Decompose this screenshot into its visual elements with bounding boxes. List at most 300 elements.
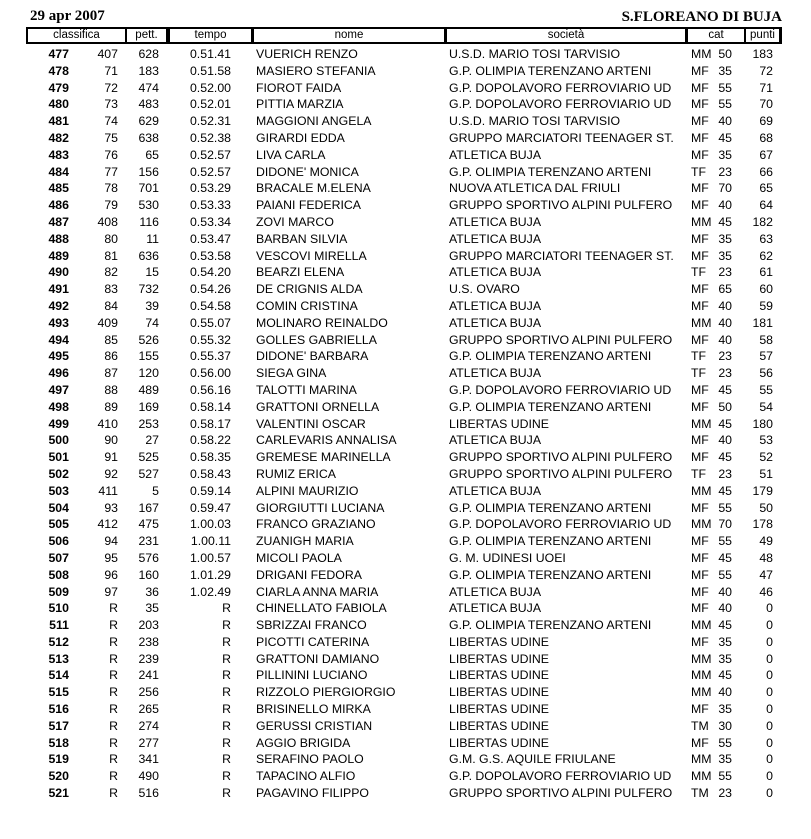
club-name: GRUPPO SPORTIVO ALPINI PULFERO bbox=[449, 786, 673, 801]
club-name: ATLETICA BUJA bbox=[449, 214, 542, 229]
bib-number: 483 bbox=[138, 97, 159, 112]
col-header-classifica: classifica bbox=[28, 29, 125, 42]
category-code: MM bbox=[691, 685, 712, 700]
finish-time: 0.52.57 bbox=[189, 147, 231, 162]
finish-time: 0.55.32 bbox=[189, 332, 231, 347]
rank: 490 bbox=[48, 265, 69, 280]
category-code: MF bbox=[691, 634, 709, 649]
rank: 516 bbox=[48, 702, 69, 717]
bib-number: 274 bbox=[138, 718, 159, 733]
category-age: 55 bbox=[718, 500, 732, 515]
category-position: 91 bbox=[104, 450, 118, 465]
rank: 514 bbox=[48, 668, 69, 683]
bib-number: 629 bbox=[138, 114, 159, 129]
finish-time: 0.54.58 bbox=[189, 298, 231, 313]
bib-number: 5 bbox=[152, 483, 159, 498]
points: 0 bbox=[766, 668, 773, 683]
finish-time: 0.56.00 bbox=[189, 366, 231, 381]
club-name: ATLETICA BUJA bbox=[449, 366, 542, 381]
bib-number: 525 bbox=[138, 450, 159, 465]
category-position: R bbox=[109, 769, 118, 784]
points: 49 bbox=[759, 534, 773, 549]
rank: 486 bbox=[48, 198, 69, 213]
athlete-name: PAGAVINO FILIPPO bbox=[256, 786, 369, 801]
category-position: 87 bbox=[104, 366, 118, 381]
bib-number: 65 bbox=[145, 147, 159, 162]
athlete-name: TALOTTI MARINA bbox=[256, 382, 357, 397]
athlete-name: GREMESE MARINELLA bbox=[256, 450, 391, 465]
athlete-name: ZUANIGH MARIA bbox=[256, 534, 354, 549]
rank: 500 bbox=[48, 433, 69, 448]
table-row bbox=[0, 113, 811, 130]
category-code: MF bbox=[691, 567, 709, 582]
category-age: 40 bbox=[718, 685, 732, 700]
category-code: MF bbox=[691, 500, 709, 515]
category-age: 45 bbox=[718, 130, 732, 145]
category-age: 40 bbox=[718, 298, 732, 313]
rank: 496 bbox=[48, 366, 69, 381]
bib-number: 516 bbox=[138, 786, 159, 801]
points: 0 bbox=[766, 702, 773, 717]
athlete-name: LIVA CARLA bbox=[256, 147, 326, 162]
points: 69 bbox=[759, 114, 773, 129]
points: 0 bbox=[766, 718, 773, 733]
athlete-name: GERUSSI CRISTIAN bbox=[256, 718, 373, 733]
finish-time: R bbox=[222, 634, 231, 649]
rank: 511 bbox=[49, 618, 69, 633]
athlete-name: DIDONE' BARBARA bbox=[256, 349, 369, 364]
rank: 521 bbox=[48, 786, 69, 801]
bib-number: 253 bbox=[138, 416, 159, 431]
club-name: LIBERTAS UDINE bbox=[449, 735, 549, 750]
points: 59 bbox=[759, 298, 773, 313]
finish-time: 1.02.49 bbox=[189, 584, 231, 599]
club-name: ATLETICA BUJA bbox=[449, 265, 542, 280]
table-row bbox=[0, 416, 811, 433]
athlete-name: GOLLES GABRIELLA bbox=[256, 332, 377, 347]
table-row bbox=[0, 432, 811, 449]
category-code: MF bbox=[691, 147, 709, 162]
category-age: 55 bbox=[718, 534, 732, 549]
rank: 487 bbox=[48, 214, 69, 229]
table-row bbox=[0, 600, 811, 617]
category-position: 73 bbox=[104, 97, 118, 112]
table-row bbox=[0, 80, 811, 97]
col-header-nome: nome bbox=[254, 29, 444, 42]
table-row bbox=[0, 399, 811, 416]
finish-time: 1.00.03 bbox=[189, 517, 231, 532]
category-age: 45 bbox=[718, 416, 732, 431]
bib-number: 526 bbox=[138, 332, 159, 347]
club-name: GRUPPO SPORTIVO ALPINI PULFERO bbox=[449, 332, 673, 347]
bib-number: 39 bbox=[145, 298, 159, 313]
club-name: G.M. G.S. AQUILE FRIULANE bbox=[449, 752, 616, 767]
athlete-name: AGGIO BRIGIDA bbox=[256, 735, 351, 750]
category-age: 55 bbox=[718, 80, 732, 95]
category-age: 35 bbox=[718, 752, 732, 767]
athlete-name: GIORGIUTTI LUCIANA bbox=[256, 500, 385, 515]
athlete-name: MASIERO STEFANIA bbox=[256, 63, 376, 78]
category-age: 23 bbox=[718, 164, 732, 179]
category-code: MM bbox=[691, 517, 712, 532]
category-age: 30 bbox=[718, 718, 732, 733]
bib-number: 490 bbox=[138, 769, 159, 784]
finish-time: 1.00.11 bbox=[190, 534, 231, 549]
col-header-societa: società bbox=[447, 29, 685, 42]
rank: 488 bbox=[48, 231, 69, 246]
finish-time: 0.52.31 bbox=[189, 114, 231, 129]
table-row bbox=[0, 735, 811, 752]
category-code: MM bbox=[691, 618, 712, 633]
table-row bbox=[0, 281, 811, 298]
table-row bbox=[0, 701, 811, 718]
finish-time: 1.01.29 bbox=[189, 567, 231, 582]
table-row bbox=[0, 584, 811, 601]
rank: 513 bbox=[48, 651, 69, 666]
points: 61 bbox=[759, 265, 773, 280]
category-age: 40 bbox=[718, 584, 732, 599]
points: 64 bbox=[759, 198, 773, 213]
table-row bbox=[0, 365, 811, 382]
athlete-name: RIZZOLO PIERGIORGIO bbox=[256, 685, 396, 700]
category-code: MF bbox=[691, 433, 709, 448]
category-position: R bbox=[109, 685, 118, 700]
athlete-name: DRIGANI FEDORA bbox=[256, 567, 362, 582]
club-name: GRUPPO SPORTIVO ALPINI PULFERO bbox=[449, 198, 673, 213]
category-position: 71 bbox=[104, 63, 118, 78]
club-name: LIBERTAS UDINE bbox=[449, 685, 549, 700]
points: 178 bbox=[752, 517, 773, 532]
bib-number: 120 bbox=[138, 366, 159, 381]
category-position: 74 bbox=[104, 114, 118, 129]
rank: 508 bbox=[48, 567, 69, 582]
points: 72 bbox=[759, 63, 773, 78]
category-age: 40 bbox=[718, 332, 732, 347]
rank: 485 bbox=[48, 181, 69, 196]
points: 50 bbox=[759, 500, 773, 515]
bib-number: 238 bbox=[138, 634, 159, 649]
bib-number: 35 bbox=[145, 601, 159, 616]
rank: 493 bbox=[48, 315, 69, 330]
table-row bbox=[0, 751, 811, 768]
category-code: MF bbox=[691, 63, 709, 78]
category-code: TF bbox=[691, 164, 707, 179]
table-row bbox=[0, 684, 811, 701]
category-code: MF bbox=[691, 248, 709, 263]
category-code: MM bbox=[691, 47, 712, 61]
category-age: 55 bbox=[718, 97, 732, 112]
category-position: R bbox=[109, 702, 118, 717]
club-name: GRUPPO MARCIATORI TEENAGER ST. bbox=[449, 248, 674, 263]
club-name: LIBERTAS UDINE bbox=[449, 651, 549, 666]
club-name: ATLETICA BUJA bbox=[449, 298, 542, 313]
category-code: MF bbox=[691, 450, 709, 465]
category-code: MF bbox=[691, 80, 709, 95]
table-row bbox=[0, 214, 811, 231]
category-age: 40 bbox=[718, 433, 732, 448]
finish-time: 1.00.57 bbox=[189, 550, 231, 565]
club-name: G.P. OLIMPIA TERENZANO ARTENI bbox=[449, 164, 652, 179]
bib-number: 475 bbox=[138, 517, 159, 532]
points: 0 bbox=[766, 651, 773, 666]
points: 58 bbox=[759, 332, 773, 347]
points: 67 bbox=[759, 147, 773, 162]
finish-time: R bbox=[222, 718, 231, 733]
bib-number: 169 bbox=[138, 399, 159, 414]
finish-time: 0.52.38 bbox=[189, 130, 231, 145]
points: 55 bbox=[759, 382, 773, 397]
athlete-name: PITTIA MARZIA bbox=[256, 97, 344, 112]
bib-number: 636 bbox=[138, 248, 159, 263]
table-row bbox=[0, 718, 811, 735]
finish-time: 0.58.22 bbox=[189, 433, 231, 448]
points: 63 bbox=[759, 231, 773, 246]
rank: 502 bbox=[48, 466, 69, 481]
category-age: 23 bbox=[718, 265, 732, 280]
category-age: 23 bbox=[718, 786, 732, 801]
athlete-name: MOLINARO REINALDO bbox=[256, 315, 388, 330]
points: 180 bbox=[752, 416, 773, 431]
table-row bbox=[0, 298, 811, 315]
athlete-name: CIARLA ANNA MARIA bbox=[256, 584, 379, 599]
club-name: ATLETICA BUJA bbox=[449, 483, 542, 498]
category-position: 89 bbox=[104, 399, 118, 414]
category-position: R bbox=[109, 718, 118, 733]
category-position: R bbox=[109, 668, 118, 683]
club-name: G.P. OLIMPIA TERENZANO ARTENI bbox=[449, 349, 652, 364]
category-position: 82 bbox=[104, 265, 118, 280]
category-position: R bbox=[109, 634, 118, 649]
category-code: MF bbox=[691, 181, 709, 196]
athlete-name: SBRIZZAI FRANCO bbox=[256, 618, 367, 633]
bib-number: 638 bbox=[138, 130, 159, 145]
points: 66 bbox=[759, 164, 773, 179]
category-position: 81 bbox=[104, 248, 118, 263]
club-name: NUOVA ATLETICA DAL FRIULI bbox=[449, 181, 621, 196]
points: 181 bbox=[752, 315, 773, 330]
bib-number: 155 bbox=[138, 349, 159, 364]
points: 68 bbox=[759, 130, 773, 145]
category-age: 50 bbox=[718, 399, 732, 414]
athlete-name: SERAFINO PAOLO bbox=[256, 752, 364, 767]
table-row bbox=[0, 516, 811, 533]
finish-time: 0.52.57 bbox=[189, 164, 231, 179]
category-position: R bbox=[109, 651, 118, 666]
bib-number: 256 bbox=[138, 685, 159, 700]
table-row bbox=[0, 46, 811, 63]
category-age: 35 bbox=[718, 147, 732, 162]
bib-number: 116 bbox=[139, 214, 159, 229]
category-code: MF bbox=[691, 534, 709, 549]
table-row bbox=[0, 130, 811, 147]
finish-time: 0.58.17 bbox=[189, 416, 231, 431]
finish-time: R bbox=[222, 601, 231, 616]
rank: 477 bbox=[48, 47, 69, 61]
table-row bbox=[0, 466, 811, 483]
table-row bbox=[0, 248, 811, 265]
club-name: U.S.D. MARIO TOSI TARVISIO bbox=[449, 114, 621, 129]
category-position: 76 bbox=[104, 147, 118, 162]
points: 0 bbox=[766, 685, 773, 700]
category-position: 79 bbox=[104, 198, 118, 213]
points: 48 bbox=[759, 550, 773, 565]
table-row bbox=[0, 667, 811, 684]
athlete-name: RUMIZ ERICA bbox=[256, 466, 336, 481]
athlete-name: VESCOVI MIRELLA bbox=[256, 248, 367, 263]
finish-time: 0.52.00 bbox=[189, 80, 231, 95]
category-code: MF bbox=[691, 114, 709, 129]
club-name: G.P. OLIMPIA TERENZANO ARTENI bbox=[449, 63, 652, 78]
bib-number: 167 bbox=[138, 500, 159, 515]
category-code: MF bbox=[691, 584, 709, 599]
category-position: 75 bbox=[104, 130, 118, 145]
points: 0 bbox=[766, 601, 773, 616]
bib-number: 489 bbox=[138, 382, 159, 397]
athlete-name: VALENTINI OSCAR bbox=[256, 416, 366, 431]
table-row bbox=[0, 264, 811, 281]
rank: 520 bbox=[48, 769, 69, 784]
athlete-name: DIDONE' MONICA bbox=[256, 164, 359, 179]
bib-number: 701 bbox=[138, 181, 159, 196]
athlete-name: BRISINELLO MIRKA bbox=[256, 702, 371, 717]
bib-number: 732 bbox=[138, 282, 159, 297]
club-name: G.P. OLIMPIA TERENZANO ARTENI bbox=[449, 618, 652, 633]
bib-number: 36 bbox=[145, 584, 159, 599]
bib-number: 11 bbox=[146, 231, 159, 246]
category-code: MM bbox=[691, 769, 712, 784]
finish-time: R bbox=[222, 786, 231, 801]
category-age: 40 bbox=[718, 198, 732, 213]
athlete-name: VUERICH RENZO bbox=[256, 47, 358, 61]
category-position: 85 bbox=[104, 332, 118, 347]
category-age: 35 bbox=[718, 702, 732, 717]
finish-time: 0.58.35 bbox=[189, 450, 231, 465]
category-age: 35 bbox=[718, 651, 732, 666]
category-position: 92 bbox=[104, 466, 118, 481]
finish-time: 0.58.14 bbox=[189, 399, 231, 414]
finish-time: 0.53.33 bbox=[189, 198, 231, 213]
points: 65 bbox=[759, 181, 773, 196]
rank: 506 bbox=[48, 534, 69, 549]
category-position: 90 bbox=[104, 433, 118, 448]
category-position: 409 bbox=[97, 315, 118, 330]
category-age: 23 bbox=[718, 366, 732, 381]
rank: 492 bbox=[48, 298, 69, 313]
category-age: 35 bbox=[718, 63, 732, 78]
finish-time: 0.55.07 bbox=[189, 315, 231, 330]
athlete-name: CHINELLATO FABIOLA bbox=[256, 601, 387, 616]
rank: 517 bbox=[48, 718, 69, 733]
col-header-tempo: tempo bbox=[170, 29, 251, 42]
club-name: GRUPPO SPORTIVO ALPINI PULFERO bbox=[449, 450, 673, 465]
rank: 503 bbox=[48, 483, 69, 498]
points: 51 bbox=[759, 466, 773, 481]
col-header-cat: cat bbox=[688, 29, 744, 42]
category-code: MF bbox=[691, 399, 709, 414]
points: 0 bbox=[766, 618, 773, 633]
athlete-name: PICOTTI CATERINA bbox=[256, 634, 370, 649]
category-age: 45 bbox=[718, 450, 732, 465]
club-name: G.P. DOPOLAVORO FERROVIARIO UD bbox=[449, 80, 672, 95]
category-code: TF bbox=[691, 265, 707, 280]
athlete-name: DE CRIGNIS ALDA bbox=[256, 282, 363, 297]
rank: 512 bbox=[48, 634, 69, 649]
category-code: MM bbox=[691, 483, 712, 498]
points: 0 bbox=[766, 786, 773, 801]
category-code: MM bbox=[691, 651, 712, 666]
category-position: 407 bbox=[97, 47, 118, 61]
club-name: G.P. DOPOLAVORO FERROVIARIO UD bbox=[449, 769, 672, 784]
table-row bbox=[0, 164, 811, 181]
finish-time: R bbox=[222, 735, 231, 750]
bib-number: 239 bbox=[138, 651, 159, 666]
club-name: LIBERTAS UDINE bbox=[449, 718, 549, 733]
finish-time: R bbox=[222, 752, 231, 767]
category-code: MF bbox=[691, 282, 709, 297]
category-position: R bbox=[109, 752, 118, 767]
points: 54 bbox=[759, 399, 773, 414]
club-name: G. M. UDINESI UOEI bbox=[449, 550, 566, 565]
points: 182 bbox=[752, 214, 773, 229]
club-name: ATLETICA BUJA bbox=[449, 231, 542, 246]
category-age: 45 bbox=[718, 668, 732, 683]
finish-time: 0.51.58 bbox=[189, 63, 231, 78]
col-header-punti: punti bbox=[746, 29, 779, 42]
club-name: ATLETICA BUJA bbox=[449, 147, 542, 162]
finish-time: 0.52.01 bbox=[189, 97, 231, 112]
category-position: 88 bbox=[104, 382, 118, 397]
finish-time: 0.53.58 bbox=[189, 248, 231, 263]
rank: 505 bbox=[48, 517, 69, 532]
category-position: 96 bbox=[104, 567, 118, 582]
category-age: 45 bbox=[718, 483, 732, 498]
category-age: 35 bbox=[718, 248, 732, 263]
club-name: ATLETICA BUJA bbox=[449, 584, 542, 599]
points: 0 bbox=[766, 769, 773, 784]
points: 47 bbox=[759, 567, 773, 582]
bib-number: 27 bbox=[145, 433, 159, 448]
table-row bbox=[0, 63, 811, 80]
bib-number: 160 bbox=[138, 567, 159, 582]
category-code: TM bbox=[691, 786, 709, 801]
category-position: 411 bbox=[98, 483, 118, 498]
rank: 519 bbox=[48, 752, 69, 767]
rank: 491 bbox=[48, 282, 69, 297]
club-name: G.P. DOPOLAVORO FERROVIARIO UD bbox=[449, 382, 672, 397]
finish-time: R bbox=[222, 769, 231, 784]
category-age: 23 bbox=[718, 349, 732, 364]
finish-time: R bbox=[222, 668, 231, 683]
table-row bbox=[0, 550, 811, 567]
table-row bbox=[0, 382, 811, 399]
points: 62 bbox=[759, 248, 773, 263]
club-name: U.S.D. MARIO TOSI TARVISIO bbox=[449, 47, 621, 61]
category-position: 78 bbox=[104, 181, 118, 196]
category-position: R bbox=[109, 786, 118, 801]
club-name: G.P. OLIMPIA TERENZANO ARTENI bbox=[449, 399, 652, 414]
category-age: 40 bbox=[718, 601, 732, 616]
rank: 499 bbox=[48, 416, 69, 431]
bib-number: 527 bbox=[138, 466, 159, 481]
finish-time: 0.59.14 bbox=[189, 483, 231, 498]
category-age: 40 bbox=[718, 114, 732, 129]
table-row bbox=[0, 483, 811, 500]
points: 0 bbox=[766, 634, 773, 649]
finish-time: R bbox=[222, 702, 231, 717]
rank: 509 bbox=[48, 584, 69, 599]
points: 56 bbox=[759, 366, 773, 381]
athlete-name: ALPINI MAURIZIO bbox=[256, 483, 359, 498]
